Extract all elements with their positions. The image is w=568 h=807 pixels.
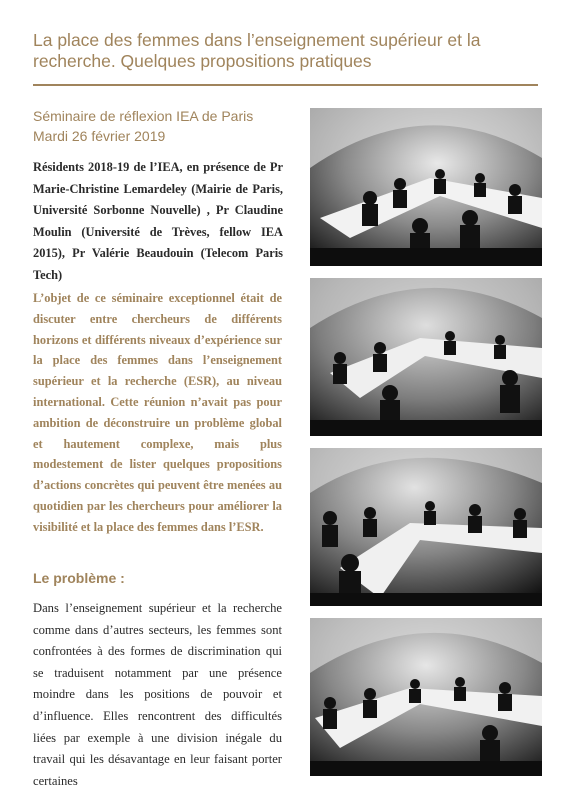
problem-paragraph: Dans l’enseignement supérieur et la recherche comme dans d’autres secteurs, les femmes sont confrontées à des formes de discrimination qui se traduisent notamment par une présence moindre dans les positions de pouvoir et d’influence. Elles rencontrent des difficultés liées par exemple à une division inégale du travail qui les désavantage en leur faisant porter certaines: [33, 601, 282, 788]
document-title: La place des femmes dans l’enseignement supérieur et la recherche. Quelques propositions pratiques: [33, 30, 481, 71]
seminar-subtitle: [33, 106, 293, 146]
seminar-photo-3: [310, 448, 542, 606]
section-heading: Le problème :: [33, 570, 125, 586]
seminar-line: Séminaire de réflexion IEA de Paris: [33, 108, 254, 124]
seminar-photo-1: [310, 108, 542, 266]
residents-paragraph: Résidents 2018-19 de l’IEA, en présence de Pr Marie-Christine Lemardeley (Mairie de Paris, Université Sorbonne Nouvelle) , Pr Claudine Moulin (Université de Trèves, fellow IEA 2015), Pr Valérie Beaudouin (Telecom Paris Tech): [33, 160, 283, 282]
date-line: Mardi 26 février 2019: [33, 128, 166, 144]
seminar-photo-2: [310, 278, 542, 436]
title-divider: [33, 84, 538, 86]
intro-paragraph: L’objet de ce séminaire exceptionnel était de discuter entre chercheurs de différents horizons et différents niveaux d’expérience sur la place des femmes dans l’enseignement supérieur et la recherche (ESR), au niveau international. Cette réunion n’avait pas pour ambition de déconstruire un problème global et hautement complexe, mais plus modestement de lister quelques propositions d’actions concrètes qui peuvent être menées au quotidien par les chercheurs pour améliorer la visibilité et la place des femmes dans l’ESR.: [33, 291, 282, 534]
seminar-photo-4: [310, 618, 542, 776]
